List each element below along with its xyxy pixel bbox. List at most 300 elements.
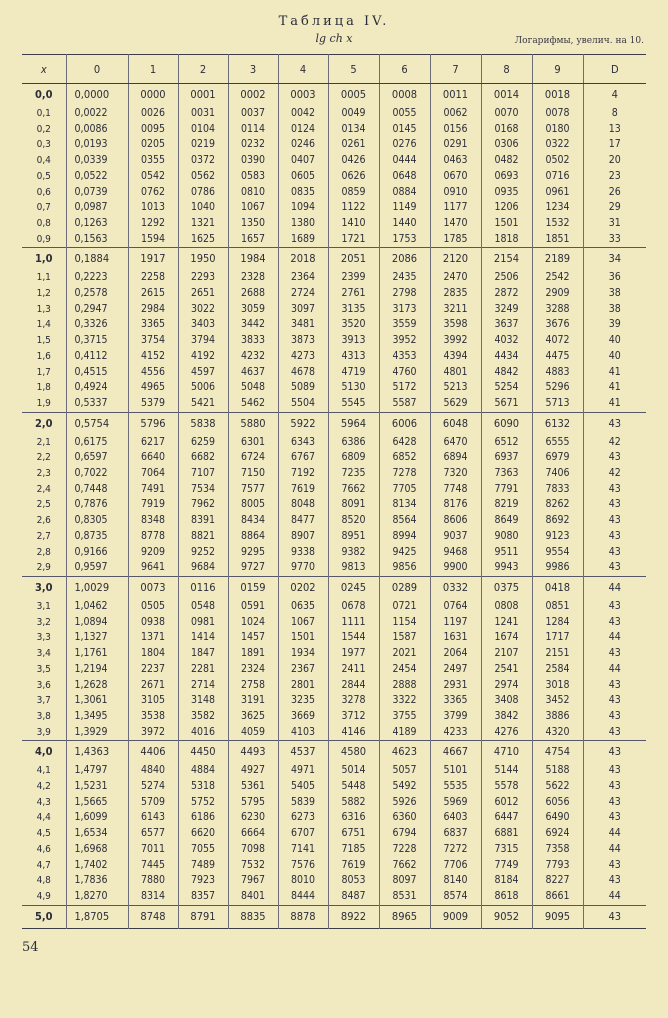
table-cell: 4667 — [430, 741, 481, 764]
table-cell: 0168 — [481, 122, 532, 138]
table-cell: 0635 — [278, 599, 328, 615]
table-cell: 1594 — [128, 232, 178, 248]
table-cell: 0,0739 — [66, 185, 128, 201]
table-cell: 0005 — [328, 84, 379, 107]
table-cell: 1501 — [278, 630, 328, 646]
row-argument: 0,0 — [22, 84, 66, 107]
table-cell: 7445 — [128, 858, 178, 874]
table-cell: 4353 — [379, 349, 430, 365]
table-cell: 0073 — [128, 576, 178, 599]
table-cell: 3173 — [379, 302, 430, 318]
table-cell: 4537 — [278, 741, 328, 764]
table-row — [22, 889, 646, 905]
table-cell: 0001 — [178, 84, 228, 107]
table-cell: 9037 — [430, 529, 481, 545]
table-cell: 2281 — [178, 662, 228, 678]
table-cell: 6852 — [379, 450, 430, 466]
table-cell: 8091 — [328, 497, 379, 513]
table-cell: 5969 — [430, 795, 481, 811]
table-row — [22, 248, 646, 271]
difference-cell: 39 — [583, 317, 646, 333]
difference-cell: 38 — [583, 302, 646, 318]
table-cell: 2872 — [481, 286, 532, 302]
table-cell: 0,7876 — [66, 497, 128, 513]
table-cell: 4623 — [379, 741, 430, 764]
table-cell: 2367 — [278, 662, 328, 678]
table-cell: 9770 — [278, 560, 328, 576]
table-cell: 8010 — [278, 873, 328, 889]
table-cell: 3452 — [532, 693, 583, 709]
table-cell: 9684 — [178, 560, 228, 576]
log-table — [22, 54, 646, 929]
table-cell: 1149 — [379, 200, 430, 216]
table-header-row — [22, 55, 646, 84]
table-cell: 1024 — [228, 615, 278, 631]
difference-cell: 43 — [583, 693, 646, 709]
table-cell: 0,8305 — [66, 513, 128, 529]
table-cell: 0482 — [481, 153, 532, 169]
table-cell: 6682 — [178, 450, 228, 466]
table-cell: 5578 — [481, 779, 532, 795]
table-cell: 5274 — [128, 779, 178, 795]
table-cell: 6794 — [379, 826, 430, 842]
table-row — [22, 576, 646, 599]
table-cell: 7185 — [328, 842, 379, 858]
table-cell: 3712 — [328, 709, 379, 725]
table-cell: 0678 — [328, 599, 379, 615]
table-cell: 7923 — [178, 873, 228, 889]
table-cell: 0,7448 — [66, 482, 128, 498]
table-cell: 5296 — [532, 380, 583, 396]
table-cell: 2688 — [228, 286, 278, 302]
table-cell: 0648 — [379, 169, 430, 185]
table-cell: 6924 — [532, 826, 583, 842]
table-cell: 0463 — [430, 153, 481, 169]
table-cell: 0562 — [178, 169, 228, 185]
table-cell: 5535 — [430, 779, 481, 795]
table-cell: 0,2223 — [66, 270, 128, 286]
difference-cell: 40 — [583, 333, 646, 349]
table-cell: 1,3495 — [66, 709, 128, 725]
table-cell: 3582 — [178, 709, 228, 725]
table-cell: 6809 — [328, 450, 379, 466]
table-cell: 4103 — [278, 725, 328, 741]
table-cell: 7793 — [532, 858, 583, 874]
table-cell: 3637 — [481, 317, 532, 333]
table-cell: 1934 — [278, 646, 328, 662]
table-cell: 0026 — [128, 106, 178, 122]
table-cell: 0159 — [228, 576, 278, 599]
table-cell: 1984 — [228, 248, 278, 271]
row-argument: 4,2 — [36, 781, 51, 793]
table-cell: 2761 — [328, 286, 379, 302]
table-cell: 8692 — [532, 513, 583, 529]
difference-cell: 40 — [583, 349, 646, 365]
table-cell: 8176 — [430, 497, 481, 513]
table-cell: 0502 — [532, 153, 583, 169]
table-cell: 3833 — [228, 333, 278, 349]
table-row — [22, 286, 646, 302]
table-cell: 5839 — [278, 795, 328, 811]
table-cell: 3842 — [481, 709, 532, 725]
table-cell: 1,1761 — [66, 646, 128, 662]
table-cell: 2411 — [328, 662, 379, 678]
table-cell: 4276 — [481, 725, 532, 741]
table-cell: 4927 — [228, 763, 278, 779]
table-cell: 0981 — [178, 615, 228, 631]
table-cell: 8778 — [128, 529, 178, 545]
table-cell: 8748 — [128, 905, 178, 928]
table-cell: 4760 — [379, 365, 430, 381]
table-cell: 0037 — [228, 106, 278, 122]
table-cell: 1,4363 — [66, 741, 128, 764]
page-number: 54 — [22, 940, 39, 955]
table-row — [22, 545, 646, 561]
table-cell: 2237 — [128, 662, 178, 678]
column-header: 9 — [532, 55, 583, 84]
table-cell: 0721 — [379, 599, 430, 615]
table-cell: 1,1327 — [66, 630, 128, 646]
column-header: 4 — [278, 55, 328, 84]
row-argument: 0,3 — [36, 139, 51, 151]
table-cell: 0008 — [379, 84, 430, 107]
row-argument: 3,0 — [22, 576, 66, 599]
row-argument: 1,7 — [36, 366, 51, 378]
row-argument: 1,1 — [36, 272, 51, 284]
table-cell: 0205 — [128, 137, 178, 153]
table-cell: 2154 — [481, 248, 532, 271]
difference-cell: 36 — [583, 270, 646, 286]
table-cell: 2584 — [532, 662, 583, 678]
table-cell: 5213 — [430, 380, 481, 396]
table-cell: 0202 — [278, 576, 328, 599]
table-cell: 7228 — [379, 842, 430, 858]
table-cell: 2758 — [228, 678, 278, 694]
row-argument: 4,4 — [36, 812, 51, 824]
table-cell: 7919 — [128, 497, 178, 513]
table-cell: 0,5337 — [66, 396, 128, 412]
table-cell: 1,6968 — [66, 842, 128, 858]
table-cell: 0,4924 — [66, 380, 128, 396]
table-cell: 4842 — [481, 365, 532, 381]
table-cell: 3235 — [278, 693, 328, 709]
table-cell: 6664 — [228, 826, 278, 842]
table-cell: 8520 — [328, 513, 379, 529]
table-cell: 6273 — [278, 810, 328, 826]
table-cell: 1753 — [379, 232, 430, 248]
table-cell: 1350 — [228, 216, 278, 232]
table-cell: 0261 — [328, 137, 379, 153]
table-row — [22, 396, 646, 412]
column-header: x — [22, 55, 66, 84]
difference-cell: 41 — [583, 396, 646, 412]
table-cell: 1122 — [328, 200, 379, 216]
table-cell: 4678 — [278, 365, 328, 381]
table-cell: 0884 — [379, 185, 430, 201]
table-cell: 2018 — [278, 248, 328, 271]
table-cell: 7320 — [430, 466, 481, 482]
table-cell: 0246 — [278, 137, 328, 153]
table-cell: 4152 — [128, 349, 178, 365]
table-cell: 8184 — [481, 873, 532, 889]
table-cell: 0,0193 — [66, 137, 128, 153]
table-row — [22, 317, 646, 333]
row-argument: 2,9 — [36, 562, 51, 574]
table-cell: 2931 — [430, 678, 481, 694]
difference-cell: 43 — [583, 450, 646, 466]
table-cell: 7406 — [532, 466, 583, 482]
table-row — [22, 216, 646, 232]
table-cell: 4320 — [532, 725, 583, 741]
table-cell: 4016 — [178, 725, 228, 741]
table-cell: 1094 — [278, 200, 328, 216]
table-cell: 4801 — [430, 365, 481, 381]
table-cell: 8348 — [128, 513, 178, 529]
table-cell: 6343 — [278, 435, 328, 451]
table-cell: 9900 — [430, 560, 481, 576]
row-argument: 2,1 — [36, 436, 51, 448]
table-row — [22, 795, 646, 811]
table-cell: 5006 — [178, 380, 228, 396]
table-cell: 0,2947 — [66, 302, 128, 318]
table-cell: 1154 — [379, 615, 430, 631]
table-cell: 0,0022 — [66, 106, 128, 122]
table-row — [22, 497, 646, 513]
table-cell: 6447 — [481, 810, 532, 826]
table-cell: 0104 — [178, 122, 228, 138]
table-cell: 0078 — [532, 106, 583, 122]
table-row — [22, 169, 646, 185]
table-cell: 1040 — [178, 200, 228, 216]
difference-cell: 43 — [583, 873, 646, 889]
table-cell: 3211 — [430, 302, 481, 318]
table-row — [22, 302, 646, 318]
table-cell: 0114 — [228, 122, 278, 138]
table-cell: 3148 — [178, 693, 228, 709]
table-cell: 4597 — [178, 365, 228, 381]
table-cell: 2541 — [481, 662, 532, 678]
row-argument: 4,5 — [36, 828, 51, 840]
table-cell: 0670 — [430, 169, 481, 185]
table-cell: 1804 — [128, 646, 178, 662]
table-cell: 0548 — [178, 599, 228, 615]
table-cell: 1292 — [128, 216, 178, 232]
table-cell: 5713 — [532, 396, 583, 412]
table-cell: 7705 — [379, 482, 430, 498]
table-cell: 6577 — [128, 826, 178, 842]
table-row — [22, 693, 646, 709]
table-cell: 0011 — [430, 84, 481, 107]
table-cell: 1847 — [178, 646, 228, 662]
row-argument: 0,9 — [36, 233, 51, 245]
table-cell: 1,3061 — [66, 693, 128, 709]
table-cell: 9986 — [532, 560, 583, 576]
table-cell: 1501 — [481, 216, 532, 232]
table-cell: 4273 — [278, 349, 328, 365]
row-argument: 2,6 — [36, 515, 51, 527]
table-cell: 1891 — [228, 646, 278, 662]
difference-cell: 43 — [583, 497, 646, 513]
table-cell: 7141 — [278, 842, 328, 858]
table-cell: 5587 — [379, 396, 430, 412]
table-cell: 1,8705 — [66, 905, 128, 928]
table-cell: 0505 — [128, 599, 178, 615]
table-cell: 0810 — [228, 185, 278, 201]
table-cell: 9943 — [481, 560, 532, 576]
table-cell: 0938 — [128, 615, 178, 631]
row-argument: 1,0 — [22, 248, 66, 271]
table-cell: 9382 — [328, 545, 379, 561]
table-cell: 5057 — [379, 763, 430, 779]
table-cell: 0145 — [379, 122, 430, 138]
table-cell: 0693 — [481, 169, 532, 185]
table-cell: 8401 — [228, 889, 278, 905]
table-cell: 0,6597 — [66, 450, 128, 466]
table-cell: 2051 — [328, 248, 379, 271]
table-cell: 4556 — [128, 365, 178, 381]
table-cell: 0,0522 — [66, 169, 128, 185]
table-cell: 6259 — [178, 435, 228, 451]
table-cell: 4233 — [430, 725, 481, 741]
table-cell: 1013 — [128, 200, 178, 216]
column-header: 2 — [178, 55, 228, 84]
table-cell: 5504 — [278, 396, 328, 412]
table-cell: 8134 — [379, 497, 430, 513]
table-cell: 5448 — [328, 779, 379, 795]
table-row — [22, 630, 646, 646]
table-cell: 5492 — [379, 779, 430, 795]
table-row — [22, 153, 646, 169]
table-cell: 0232 — [228, 137, 278, 153]
table-cell: 0786 — [178, 185, 228, 201]
table-cell: 0583 — [228, 169, 278, 185]
table-cell: 6724 — [228, 450, 278, 466]
table-cell: 0,5754 — [66, 412, 128, 435]
table-cell: 3365 — [128, 317, 178, 333]
table-cell: 6186 — [178, 810, 228, 826]
table-cell: 5964 — [328, 412, 379, 435]
table-row — [22, 333, 646, 349]
table-cell: 4493 — [228, 741, 278, 764]
difference-cell: 17 — [583, 137, 646, 153]
table-row — [22, 482, 646, 498]
table-cell: 6230 — [228, 810, 278, 826]
column-header: 3 — [228, 55, 278, 84]
row-argument: 2,5 — [36, 499, 51, 511]
table-cell: 3799 — [430, 709, 481, 725]
difference-cell: 43 — [583, 905, 646, 928]
table-cell: 2064 — [430, 646, 481, 662]
table-cell: 7150 — [228, 466, 278, 482]
table-cell: 0,7022 — [66, 466, 128, 482]
difference-cell: 23 — [583, 169, 646, 185]
difference-cell: 38 — [583, 286, 646, 302]
table-cell: 7749 — [481, 858, 532, 874]
column-header: D — [583, 55, 646, 84]
table-cell: 7272 — [430, 842, 481, 858]
table-cell: 0764 — [430, 599, 481, 615]
table-row — [22, 810, 646, 826]
row-argument: 2,2 — [36, 452, 51, 464]
table-cell: 8434 — [228, 513, 278, 529]
table-cell: 4406 — [128, 741, 178, 764]
table-cell: 1440 — [379, 216, 430, 232]
table-cell: 0306 — [481, 137, 532, 153]
difference-cell: 43 — [583, 741, 646, 764]
table-cell: 8262 — [532, 497, 583, 513]
table-cell: 0762 — [128, 185, 178, 201]
difference-cell: 41 — [583, 380, 646, 396]
row-argument: 2,8 — [36, 546, 51, 558]
table-row — [22, 662, 646, 678]
table-cell: 8048 — [278, 497, 328, 513]
table-cell: 0444 — [379, 153, 430, 169]
difference-cell: 43 — [583, 810, 646, 826]
table-cell: 4072 — [532, 333, 583, 349]
difference-cell: 43 — [583, 779, 646, 795]
table-cell: 8791 — [178, 905, 228, 928]
table-cell: 1067 — [228, 200, 278, 216]
table-cell: 3669 — [278, 709, 328, 725]
table-cell: 0,3715 — [66, 333, 128, 349]
table-cell: 6006 — [379, 412, 430, 435]
table-cell: 1,0029 — [66, 576, 128, 599]
table-cell: 9727 — [228, 560, 278, 576]
table-cell: 8227 — [532, 873, 583, 889]
table-cell: 9009 — [430, 905, 481, 928]
table-cell: 2107 — [481, 646, 532, 662]
table-cell: 2651 — [178, 286, 228, 302]
table-cell: 4059 — [228, 725, 278, 741]
table-cell: 3059 — [228, 302, 278, 318]
row-argument: 4,8 — [36, 875, 51, 887]
table-cell: 7967 — [228, 873, 278, 889]
table-cell: 1410 — [328, 216, 379, 232]
row-argument: 2,4 — [36, 483, 51, 495]
table-cell: 6490 — [532, 810, 583, 826]
difference-cell: 44 — [583, 662, 646, 678]
table-cell: 3022 — [178, 302, 228, 318]
table-cell: 9123 — [532, 529, 583, 545]
table-cell: 6937 — [481, 450, 532, 466]
table-cell: 1,7402 — [66, 858, 128, 874]
table-row — [22, 678, 646, 694]
difference-cell: 31 — [583, 216, 646, 232]
table-cell: 0031 — [178, 106, 228, 122]
table-cell: 7489 — [178, 858, 228, 874]
table-cell: 2435 — [379, 270, 430, 286]
table-row — [22, 349, 646, 365]
table-cell: 7235 — [328, 466, 379, 482]
table-cell: 3191 — [228, 693, 278, 709]
difference-cell: 41 — [583, 365, 646, 381]
table-cell: 4971 — [278, 763, 328, 779]
table-cell: 1241 — [481, 615, 532, 631]
table-cell: 0,1884 — [66, 248, 128, 271]
table-cell: 2086 — [379, 248, 430, 271]
table-cell: 4580 — [328, 741, 379, 764]
table-cell: 6512 — [481, 435, 532, 451]
table-cell: 9641 — [128, 560, 178, 576]
table-cell: 3097 — [278, 302, 328, 318]
table-cell: 0390 — [228, 153, 278, 169]
table-cell: 5709 — [128, 795, 178, 811]
table-cell: 7358 — [532, 842, 583, 858]
row-argument: 1,6 — [36, 350, 51, 362]
table-subtitle: Логарифмы, увелич. на 10. — [514, 36, 644, 46]
row-argument: 3,5 — [36, 663, 51, 675]
table-cell: 1380 — [278, 216, 328, 232]
